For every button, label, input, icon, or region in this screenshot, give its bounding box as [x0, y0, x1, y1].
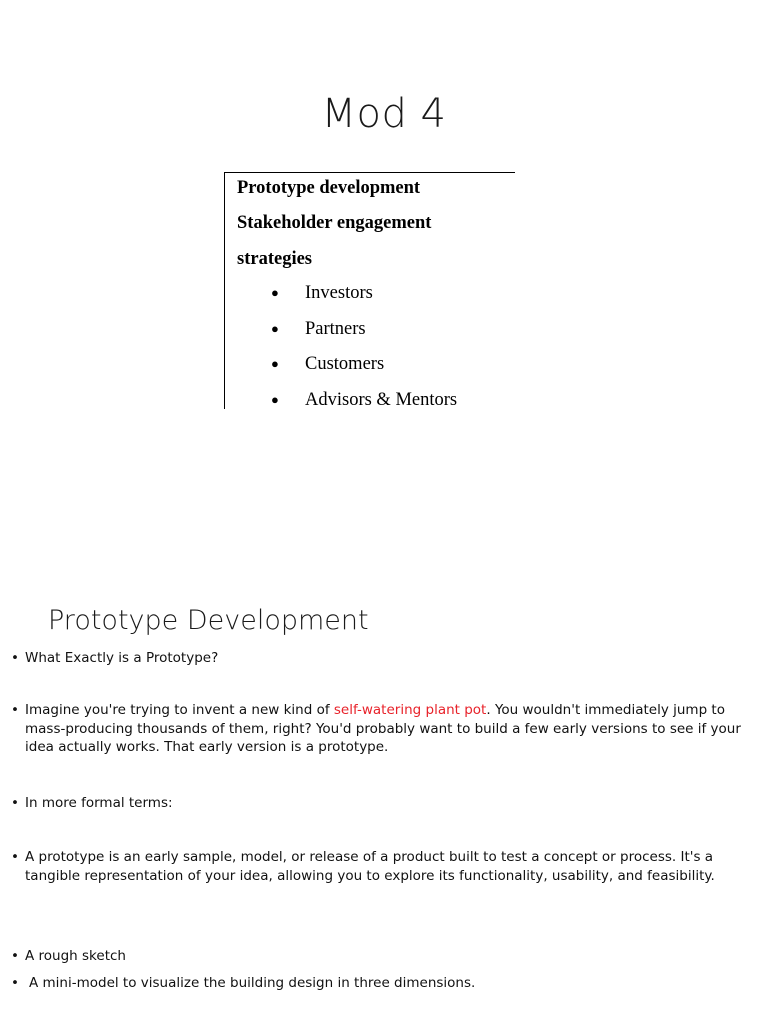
topics-box [224, 172, 515, 409]
bullet-icon: • [11, 795, 19, 811]
bullet-icon: • [11, 849, 19, 865]
topic-heading-prototype-development: Prototype development [237, 178, 421, 198]
bullet-what-is-prototype [8, 649, 753, 668]
highlighted-phrase: self-watering plant pot [333, 702, 487, 718]
topic-heading-strategies: strategies [237, 249, 312, 269]
bullet-icon: • [11, 702, 19, 718]
bullet-text: A prototype is an early sample, model, or release of a product built to test a concept or process. It's a tangible representation of your idea, allowing you to explore its functionality, usability, and feasibility. [25, 849, 715, 884]
stakeholder-label: Investors [305, 283, 373, 303]
bullet-text: A rough sketch [25, 948, 126, 964]
bullet-text: What Exactly is a Prototype? [25, 650, 219, 666]
bullet-dot-icon: ● [271, 356, 279, 371]
bullet-rough-sketch [8, 947, 753, 966]
bullet-icon: • [11, 948, 19, 964]
stakeholder-label: Partners [305, 318, 366, 339]
text-before-highlight: Imagine you're trying to invent a new kind of [25, 702, 334, 718]
bullet-text: In more formal terms: [25, 795, 173, 811]
bullet-mini-model [8, 974, 753, 993]
bullet-prototype-definition [8, 848, 753, 885]
stakeholder-label: Advisors & Mentors [305, 389, 458, 410]
topic-heading-stakeholder-engagement: Stakeholder engagement [237, 213, 432, 233]
bullet-text [25, 701, 753, 757]
bullet-dot-icon: ● [271, 320, 279, 336]
bullet-dot-icon: ● [271, 391, 279, 407]
stakeholder-label: Customers [305, 354, 385, 374]
bullet-icon: • [11, 650, 19, 666]
bullet-plant-pot-example [8, 701, 753, 757]
slide-prototype-development [0, 512, 768, 1024]
bullet-icon: • [11, 975, 19, 991]
bullet-dot-icon: ● [271, 285, 279, 300]
bullet-formal-terms [8, 794, 753, 813]
bullet-text: A mini-model to visualize the building design in three dimensions. [29, 975, 476, 991]
slide-title: Prototype Development [48, 605, 369, 636]
slide-title: Mod 4 [321, 91, 447, 137]
text-after-highlight: . You wouldn't immediately jump to mass-producing thousands of them, right? You'd probably want to build a few early versions to see if your idea actually works. That early version is a prototype. [25, 702, 741, 755]
